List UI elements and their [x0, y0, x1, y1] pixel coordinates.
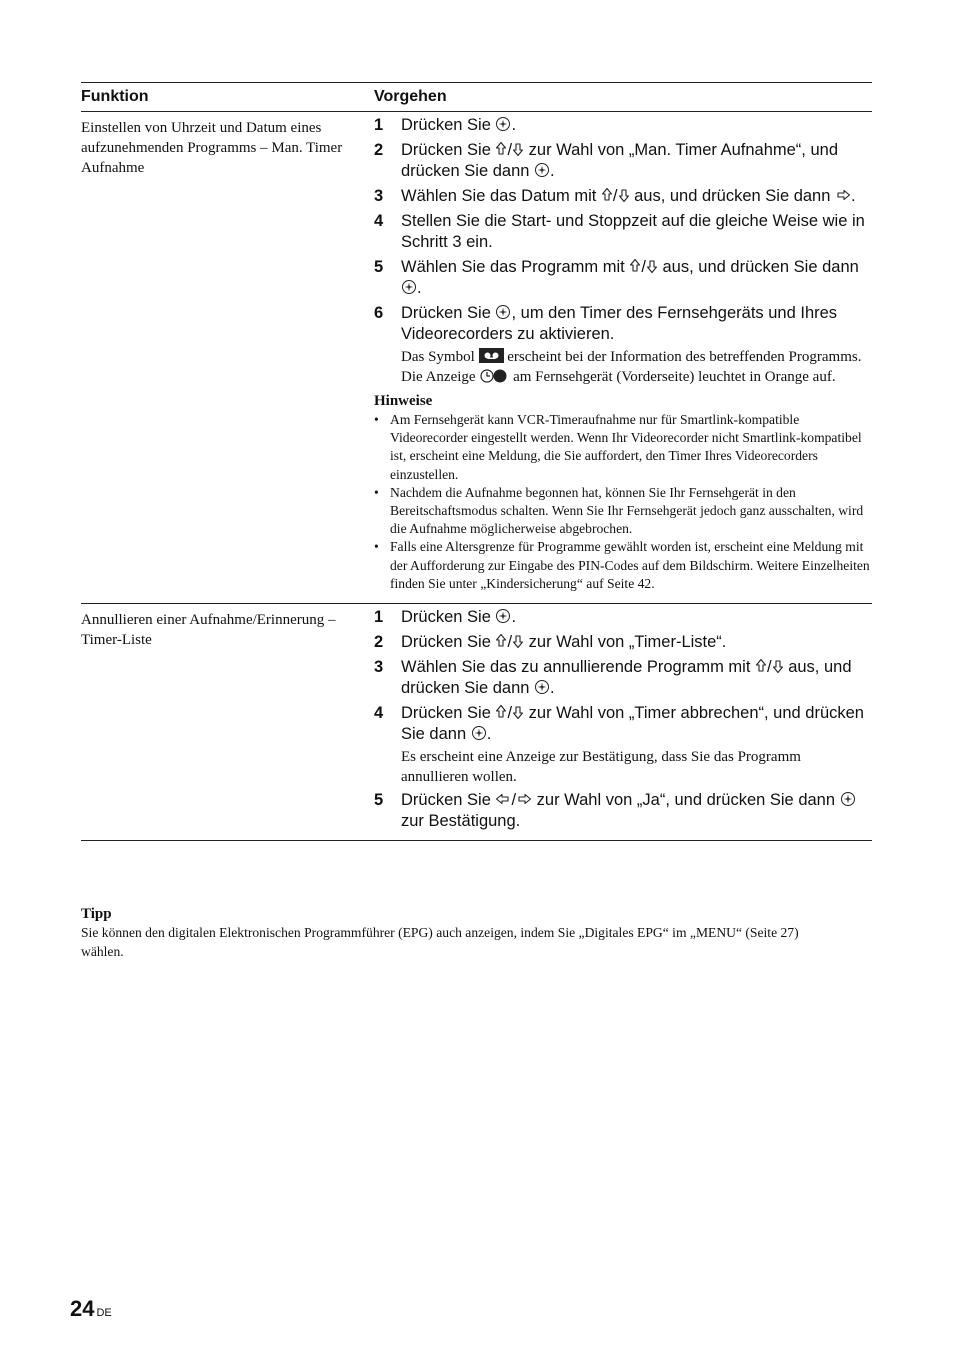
down-arrow-icon	[618, 187, 630, 203]
ok-button-icon	[495, 608, 511, 624]
up-arrow-icon	[755, 658, 767, 674]
ok-button-icon	[471, 725, 487, 741]
table-row	[81, 604, 872, 840]
table-row	[81, 112, 872, 603]
tip-text: Sie können den digitalen Elektronischen Programmführer (EPG) auch anzeigen, indem Sie „Digitales EPG“ im „MENU“ (Seite 27) wählen.	[81, 925, 799, 959]
function-table	[81, 82, 872, 841]
page-language: DE	[96, 1307, 112, 1319]
right-arrow-icon	[516, 791, 532, 807]
hints-title: Hinweise	[374, 393, 433, 409]
step: 4 Drücken Sie / zur Wahl von „Timer abbrechen“, und drücken Sie dann .	[374, 704, 864, 744]
ok-button-icon	[840, 791, 856, 807]
timer-indicator-icon	[479, 368, 509, 384]
function-cell: Annullieren einer Aufnahme/Erinnerung – Timer-Liste	[81, 612, 336, 649]
down-arrow-icon	[772, 658, 784, 674]
ok-button-icon	[534, 162, 550, 178]
right-arrow-icon	[835, 187, 851, 203]
step: 1 Drücken Sie .	[374, 608, 517, 627]
up-arrow-icon	[495, 633, 507, 649]
function-cell: Einstellen von Uhrzeit und Datum eines aufzunehmenden Programms – Man. Timer Aufnahme	[81, 120, 343, 176]
step: 5 Drücken Sie / zur Wahl von „Ja“, und drücken Sie dann zur Bestätigung.	[374, 790, 872, 832]
step-note: Das Symbol erscheint bei der Information des betreffenden Programms. Die Anzeige am Fernsehgerät (Vorderseite) leuchtet in Orange auf.	[401, 349, 862, 385]
left-arrow-icon	[495, 791, 511, 807]
down-arrow-icon	[512, 704, 524, 720]
ok-button-icon	[401, 279, 417, 295]
hint-item: • Nachdem die Aufnahme begonnen hat, können Sie Ihr Fernsehgerät in den Bereitschaftsmodus schalten. Wenn Sie Ihr Fernsehgerät jedoch ganz ausschalten, wird die Aufnahme möglicherweise abgebrochen.	[374, 484, 864, 537]
down-arrow-icon	[646, 258, 658, 274]
step: 2 Drücken Sie / zur Wahl von „Man. Timer Aufnahme“, und drücken Sie dann .	[374, 141, 838, 180]
up-arrow-icon	[629, 258, 641, 274]
up-arrow-icon	[495, 141, 507, 157]
down-arrow-icon	[512, 633, 524, 649]
up-arrow-icon	[601, 187, 613, 203]
step: 6 Drücken Sie , um den Timer des Fernsehgeräts und Ihres Videorecorders zu aktivieren.	[374, 304, 838, 343]
step-note: Es erscheint eine Anzeige zur Bestätigung, dass Sie das Programm annullieren wollen.	[401, 749, 801, 786]
hint-item: • Am Fernsehgerät kann VCR-Timeraufnahme nur für Smartlink-kompatible Videorecorder eingestellt werden. Wenn Ihr Videorecorder nicht Smartlink-kompatibel ist, erscheint eine Meldung, die Sie auffordert, den Timer Ihres Videorecorders einzustellen.	[374, 412, 862, 482]
page-number-value: 24	[70, 1296, 95, 1321]
up-arrow-icon	[495, 704, 507, 720]
step: 4 Stellen Sie die Start- und Stoppzeit auf die gleiche Weise wie in Schritt 3 ein.	[374, 212, 865, 251]
down-arrow-icon	[512, 141, 524, 157]
page-number	[70, 1296, 112, 1322]
ok-button-icon	[495, 116, 511, 132]
step: 3 Wählen Sie das Datum mit / aus, und drücken Sie dann .	[374, 187, 856, 205]
step: 2 Drücken Sie / zur Wahl von „Timer-Liste“.	[374, 633, 727, 652]
ok-button-icon	[495, 304, 511, 320]
step: 1 Drücken Sie .	[374, 116, 517, 134]
table-header	[81, 83, 872, 111]
procedure-cell	[374, 115, 872, 593]
procedure-cell	[374, 607, 872, 832]
tip-title: Tipp	[81, 906, 112, 922]
header-procedure: Vorgehen	[374, 88, 447, 105]
tip-box	[81, 904, 841, 961]
header-function: Funktion	[81, 88, 149, 105]
step: 5 Wählen Sie das Programm mit / aus, und drücken Sie dann .	[374, 258, 859, 297]
ok-button-icon	[534, 679, 550, 695]
hint-item: • Falls eine Altersgrenze für Programme gewählt worden ist, erscheint eine Meldung mit der Aufforderung zur Eingabe des PIN-Codes auf dem Bildschirm. Weitere Einzelheiten finden Sie unter „Kindersicherung“ auf Seite 42.	[374, 539, 870, 591]
vcr-timer-symbol-icon	[479, 348, 504, 363]
step: 3 Wählen Sie das zu annullierende Programm mit / aus, und drücken Sie dann .	[374, 658, 852, 698]
